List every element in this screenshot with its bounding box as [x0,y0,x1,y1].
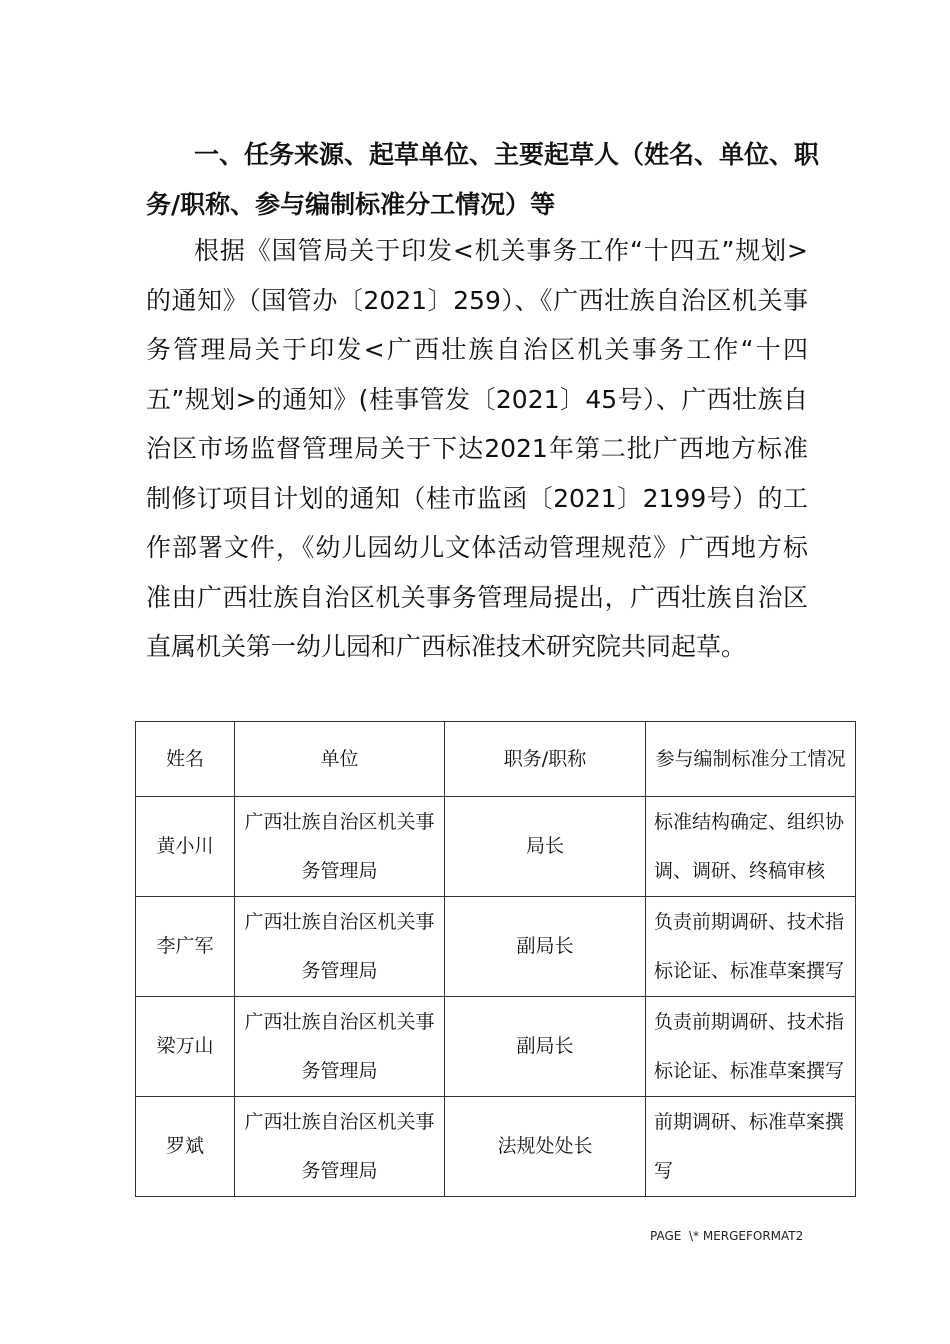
drafters-table [135,721,856,1197]
cell-role: 标准结构确定、组织协调、调研、终稿审核 [646,797,856,897]
cell-role: 前期调研、标准草案撰写 [646,1097,856,1197]
body-paragraph: 根据《国管局关于印发<机关事务工作“十四五”规划>的通知》（国管办〔2021〕259）、《广西壮族自治区机关事务管理局关于印发<广西壮族自治区机关事务工作“十四五”规划>的通知》(桂事管发〔2021〕45号）、广西壮族自治区市场监督管理局关于下达2021年第二批广西地方标准制修订项目计划的通知（桂市监函〔2021〕2199号）的工作部署文件，《幼儿园幼儿文体活动管理规范》广西地方标准由广西壮族自治区机关事务管理局提出，广西壮族自治区直属机关第一幼儿园和广西标准技术研究院共同起草。 [146,236,808,661]
page-footer: PAGE \* MERGEFORMAT2 [650,1229,804,1243]
cell-name: 黄小川 [136,797,235,897]
cell-name: 罗斌 [136,1097,235,1197]
cell-unit: 广西壮族自治区机关事务管理局 [235,1097,445,1197]
section-heading: 一、任务来源、起草单位、主要起草人（姓名、单位、职务/职称、参与编制标准分工情况）等 [146,140,820,219]
header-role: 参与编制标准分工情况 [646,722,856,797]
table-header-row [136,722,856,797]
cell-role: 负责前期调研、技术指标论证、标准草案撰写 [646,997,856,1097]
cell-unit: 广西壮族自治区机关事务管理局 [235,897,445,997]
cell-name: 梁万山 [136,997,235,1097]
cell-title: 副局长 [445,997,646,1097]
cell-name: 李广军 [136,897,235,997]
header-name: 姓名 [136,722,235,797]
cell-title: 局长 [445,797,646,897]
header-unit: 单位 [235,722,445,797]
cell-title: 法规处处长 [445,1097,646,1197]
table-row [136,797,856,897]
table-row [136,897,856,997]
cell-title: 副局长 [445,897,646,997]
cell-unit: 广西壮族自治区机关事务管理局 [235,997,445,1097]
header-title: 职务/职称 [445,722,646,797]
cell-role: 负责前期调研、技术指标论证、标准草案撰写 [646,897,856,997]
table-row [136,997,856,1097]
cell-unit: 广西壮族自治区机关事务管理局 [235,797,445,897]
table-row [136,1097,856,1197]
